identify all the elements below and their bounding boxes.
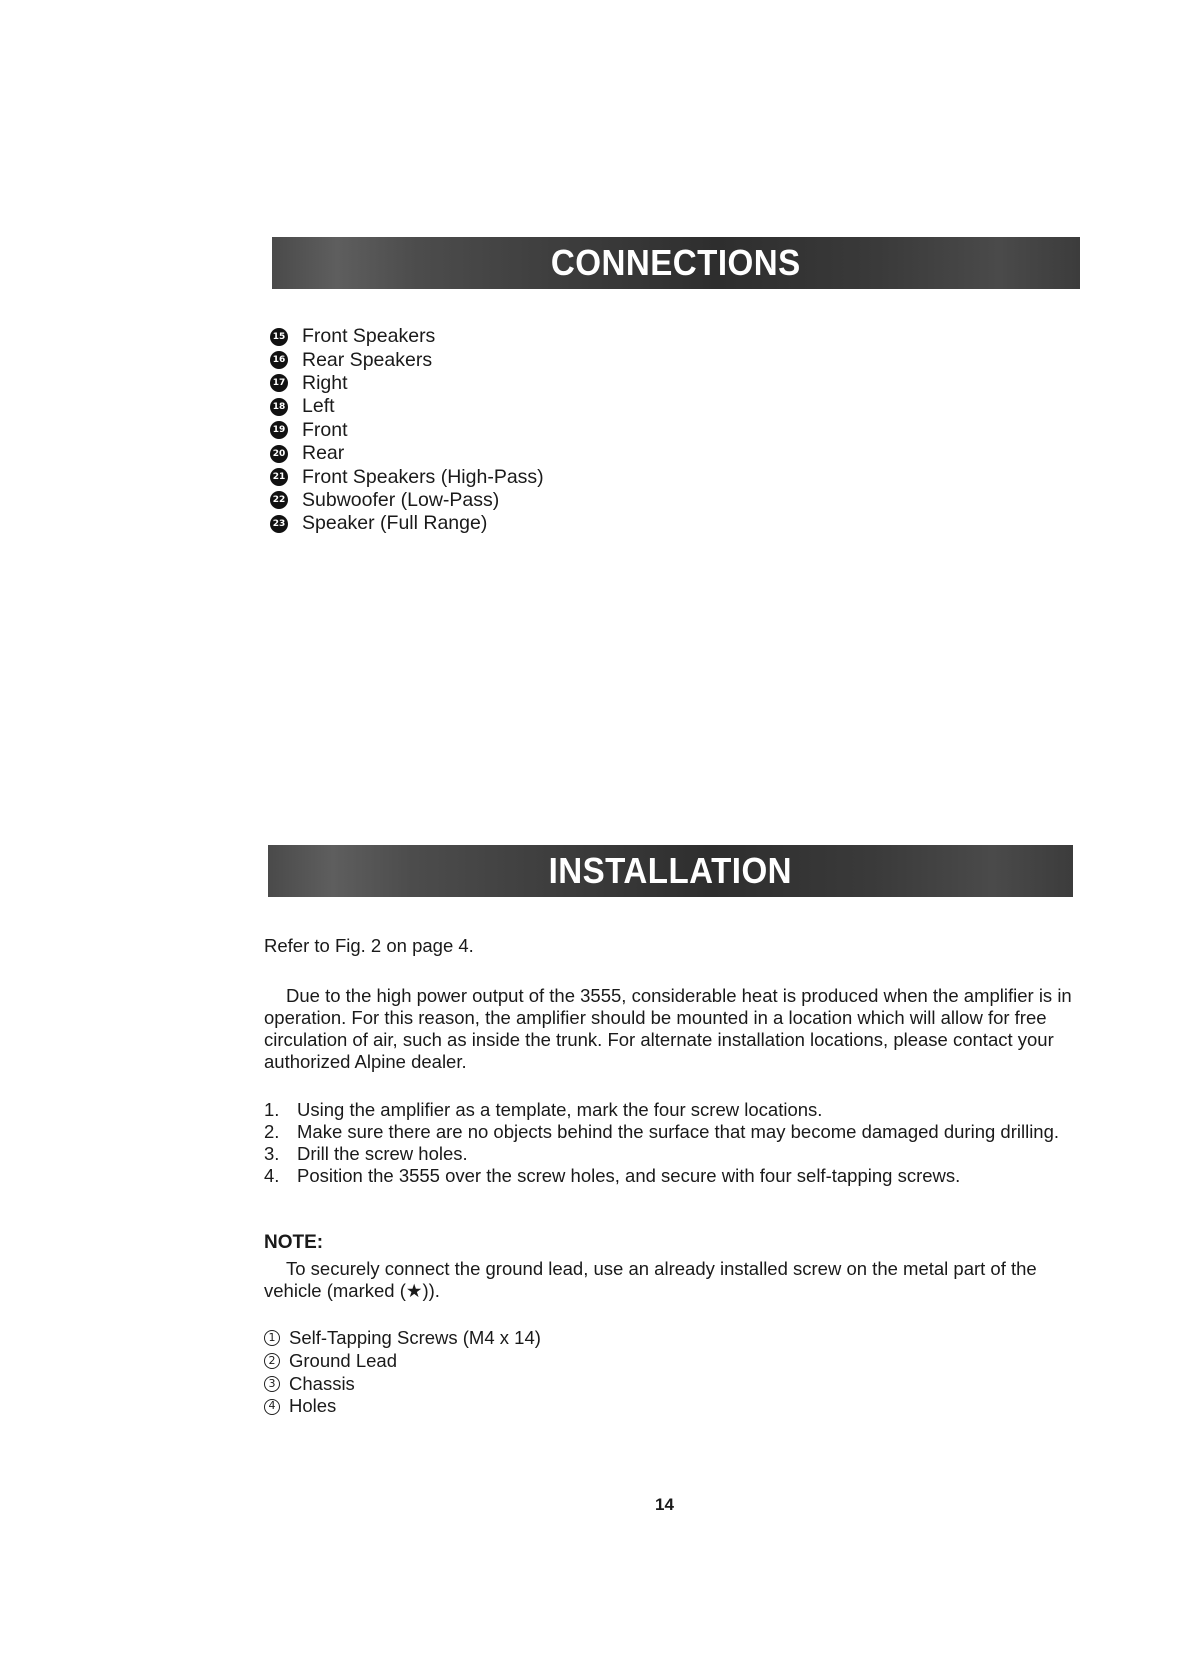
number-badge: 17 <box>270 374 288 392</box>
step-text: Position the 3555 over the screw holes, and secure with four self-tapping screws. <box>297 1165 961 1186</box>
list-item-label: Subwoofer (Low-Pass) <box>302 488 500 511</box>
step-item <box>264 1165 1084 1187</box>
connections-title: CONNECTIONS <box>551 242 801 283</box>
list-item <box>270 325 544 348</box>
step-number: 2. <box>264 1121 280 1142</box>
connections-legend-list <box>270 325 544 536</box>
step-item <box>264 1099 1084 1121</box>
part-label: Chassis <box>289 1372 355 1394</box>
step-number: 1. <box>264 1099 280 1120</box>
circled-number: 2 <box>264 1353 280 1369</box>
list-item-label: Left <box>302 395 335 418</box>
step-item <box>264 1143 1084 1165</box>
step-text: Using the amplifier as a template, mark the four screw locations. <box>297 1099 823 1120</box>
circled-number: 1 <box>264 1330 280 1346</box>
step-number: 3. <box>264 1143 280 1164</box>
part-label: Holes <box>289 1395 337 1417</box>
list-item-label: Speaker (Full Range) <box>302 512 488 535</box>
list-item <box>264 1350 541 1373</box>
part-label: Self-Tapping Screws (M4 x 14) <box>289 1327 541 1348</box>
list-item-label: Front <box>302 418 348 441</box>
number-badge: 22 <box>270 491 288 509</box>
installation-steps <box>264 1099 1084 1187</box>
list-item <box>264 1327 541 1350</box>
installation-heading-banner <box>268 845 1073 897</box>
number-badge: 16 <box>270 351 288 369</box>
connections-heading-banner <box>272 237 1080 289</box>
list-item <box>270 465 544 488</box>
list-item <box>270 419 544 442</box>
number-badge: 20 <box>270 445 288 463</box>
installation-title: INSTALLATION <box>548 850 793 891</box>
number-badge: 19 <box>270 421 288 439</box>
number-badge: 21 <box>270 468 288 486</box>
number-badge: 18 <box>270 398 288 416</box>
list-item-label: Front Speakers (High-Pass) <box>302 465 544 488</box>
step-number: 4. <box>264 1165 280 1186</box>
list-item <box>270 442 544 465</box>
list-item <box>264 1373 541 1396</box>
list-item <box>270 512 544 535</box>
list-item <box>270 348 544 371</box>
intro-paragraph: Due to the high power output of the 3555, considerable heat is produced when the amplifier is in operation. For this reason, the amplifier should be mounted in a location which will allow for free circulation of air, such as inside the trunk. For alternate installation locations, please contact your authorized Alpine dealer. <box>264 985 1072 1072</box>
parts-legend-list <box>264 1327 541 1418</box>
list-item <box>270 372 544 395</box>
list-item <box>270 395 544 418</box>
step-item <box>264 1121 1084 1143</box>
list-item-label: Rear Speakers <box>302 348 433 371</box>
number-badge: 15 <box>270 328 288 346</box>
list-item-label: Rear <box>302 442 345 465</box>
list-item-label: Right <box>302 371 348 394</box>
circled-number: 4 <box>264 1399 280 1415</box>
list-item-label: Front Speakers <box>302 325 436 348</box>
list-item <box>270 489 544 512</box>
note-heading: NOTE: <box>264 1232 324 1253</box>
step-text: Drill the screw holes. <box>297 1143 468 1164</box>
part-label: Ground Lead <box>289 1349 398 1371</box>
figure-reference: Refer to Fig. 2 on page 4. <box>264 935 474 956</box>
page-number: 14 <box>655 1495 674 1514</box>
note-paragraph: To securely connect the ground lead, use an already installed screw on the metal part of the vehicle (marked (★)). <box>264 1258 1037 1301</box>
step-text: Make sure there are no objects behind the surface that may become damaged during drilling. <box>297 1121 1060 1142</box>
number-badge: 23 <box>270 515 288 533</box>
list-item <box>264 1395 541 1418</box>
circled-number: 3 <box>264 1376 280 1392</box>
